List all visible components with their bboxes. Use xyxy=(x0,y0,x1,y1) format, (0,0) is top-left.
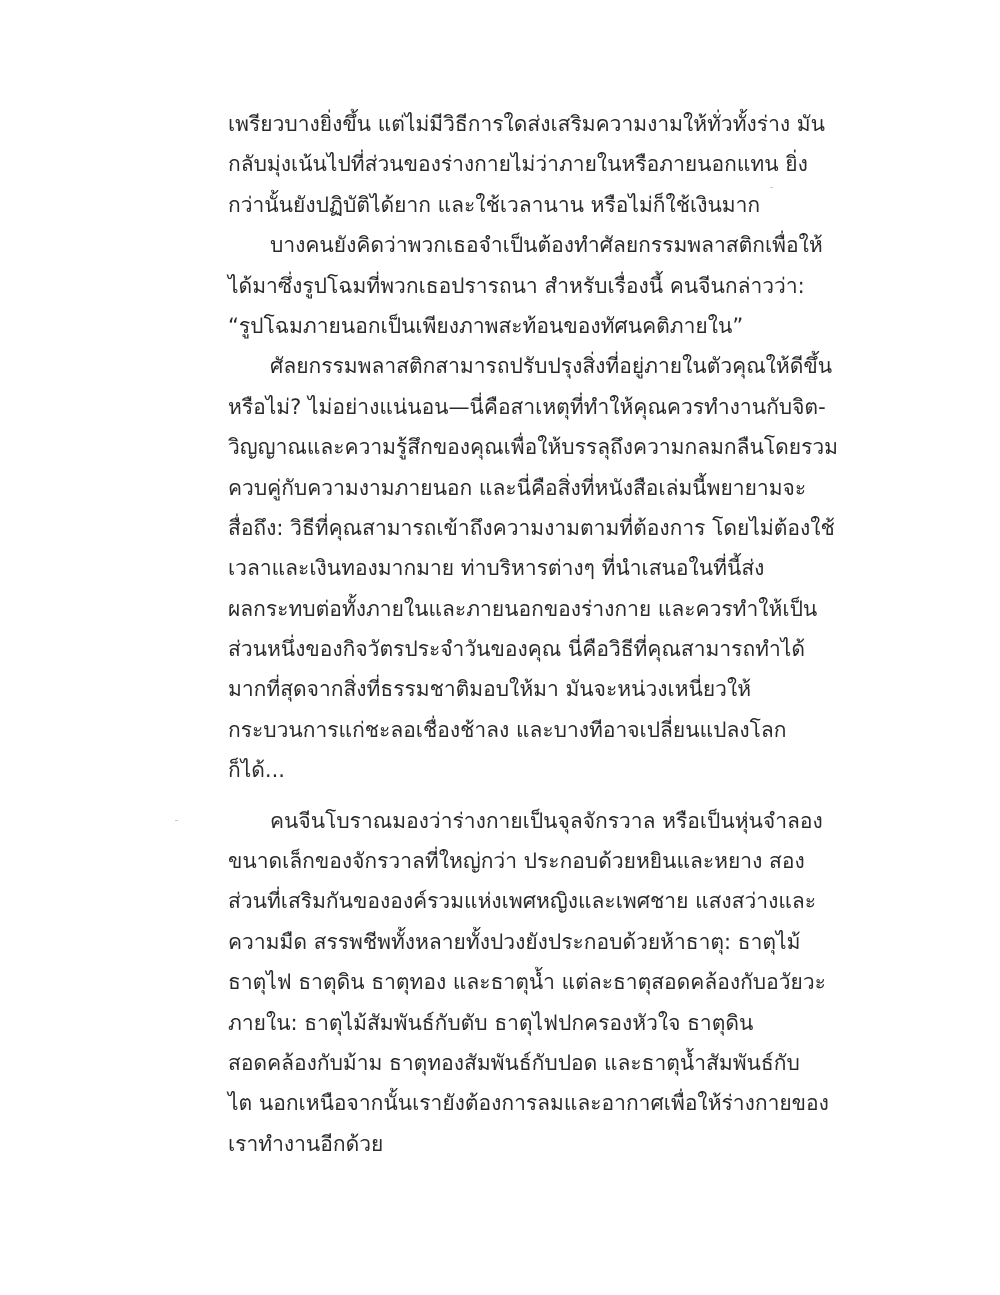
text-line: เพรียวบางยิ่งขึ้น แต่ไม่มีวิธีการใดส่งเสริมความงามให้ทั่วทั้งร่าง มัน xyxy=(228,112,826,136)
text-line: เวลาและเงินทองมากมาย ท่าบริหารต่างๆ ที่นำเสนอในที่นี้ส่ง xyxy=(228,556,765,581)
text-line: เราทำงานอีกด้วย xyxy=(228,1131,384,1156)
text-line: สอดคล้องกับม้าม ธาตุทองสัมพันธ์กับปอด และธาตุน้ำสัมพันธ์กับ xyxy=(228,1050,800,1075)
text-line: ก็ได้... xyxy=(228,758,285,783)
text-line: วิญญาณและความรู้สึกของคุณเพื่อให้บรรลุถึงความกลมกลืนโดยรวม xyxy=(228,435,839,460)
text-line: คนจีนโบราณมองว่าร่างกายเป็นจุลจักรวาล หรือเป็นหุ่นจำลอง xyxy=(270,808,823,833)
text-line: ขนาดเล็กของจักรวาลที่ใหญ่กว่า ประกอบด้วยหยินและหยาง สอง xyxy=(228,849,805,874)
text-line: ธาตุไฟ ธาตุดิน ธาตุทอง และธาตุน้ำ แต่ละธาตุสอดคล้องกับอวัยวะ xyxy=(228,970,826,995)
text-line: กระบวนการแก่ชะลอเชื่องช้าลง และบางทีอาจเปลี่ยนแปลงโลก xyxy=(228,717,787,742)
scan-speck xyxy=(175,820,178,821)
text-line: หรือไม่? ไม่อย่างแน่นอน—นี่คือสาเหตุที่ทำให้คุณควรทำงานกับจิต- xyxy=(228,394,826,419)
paragraph-3 xyxy=(228,346,839,790)
text-line: ได้มาซึ่งรูปโฉมที่พวกเธอปรารถนา สำหรับเรื่องนี้ คนจีนกล่าวว่า: xyxy=(228,273,805,298)
paragraph-2 xyxy=(228,225,823,346)
text-line: กลับมุ่งเน้นไปที่ส่วนของร่างกายไม่ว่าภายในหรือภายนอกแทน ยิ่ง xyxy=(228,152,808,177)
text-line: มากที่สุดจากสิ่งที่ธรรมชาติมอบให้มา มันจะหน่วงเหนี่ยวให้ xyxy=(228,677,752,702)
text-line: ความมืด สรรพชีพทั้งหลายทั้งปวงยังประกอบด้วยห้าธาตุ: ธาตุไม้ xyxy=(228,929,801,954)
paragraph-gap xyxy=(228,791,798,801)
text-line: ศัลยกรรมพลาสติกสามารถปรับปรุงสิ่งที่อยู่ภายในตัวคุณให้ดีขึ้น xyxy=(270,354,833,379)
text-line: กว่านั้นยังปฏิบัติได้ยาก และใช้เวลานาน หรือไม่ก็ใช้เงินมาก xyxy=(228,192,761,217)
text-line: บางคนยังคิดว่าพวกเธอจำเป็นต้องทำศัลยกรรมพลาสติกเพื่อให้ xyxy=(270,233,823,258)
text-line: ไต นอกเหนือจากนั้นเรายังต้องการลมและอากาศเพื่อให้ร่างกายของ xyxy=(228,1091,829,1116)
text-line: ภายใน: ธาตุไม้สัมพันธ์กับตับ ธาตุไฟปกครองหัวใจ ธาตุดิน xyxy=(228,1010,754,1035)
scan-speck xyxy=(770,187,773,188)
text-line: สื่อถึง: วิธีที่คุณสามารถเข้าถึงความงามตามที่ต้องการ โดยไม่ต้องใช้ xyxy=(228,515,835,540)
text-line: ผลกระทบต่อทั้งภายในและภายนอกของร่างกาย และควรทำให้เป็น xyxy=(228,596,818,621)
paragraph-1 xyxy=(228,104,826,225)
text-line: ควบคู่กับความงามภายนอก และนี่คือสิ่งที่หนังสือเล่มนี้พยายามจะ xyxy=(228,475,807,500)
body-text xyxy=(228,104,839,1164)
text-line: ส่วนหนึ่งของกิจวัตรประจำวันของคุณ นี่คือวิธีที่คุณสามารถทำได้ xyxy=(228,637,805,662)
text-line: “รูปโฉมภายนอกเป็นเพียงภาพสะท้อนของทัศนคติภายใน” xyxy=(228,313,744,338)
text-line: ส่วนที่เสริมกันขององค์รวมแห่งเพศหญิงและเพศชาย แสงสว่างและ xyxy=(228,889,817,914)
paragraph-4 xyxy=(228,801,829,1165)
